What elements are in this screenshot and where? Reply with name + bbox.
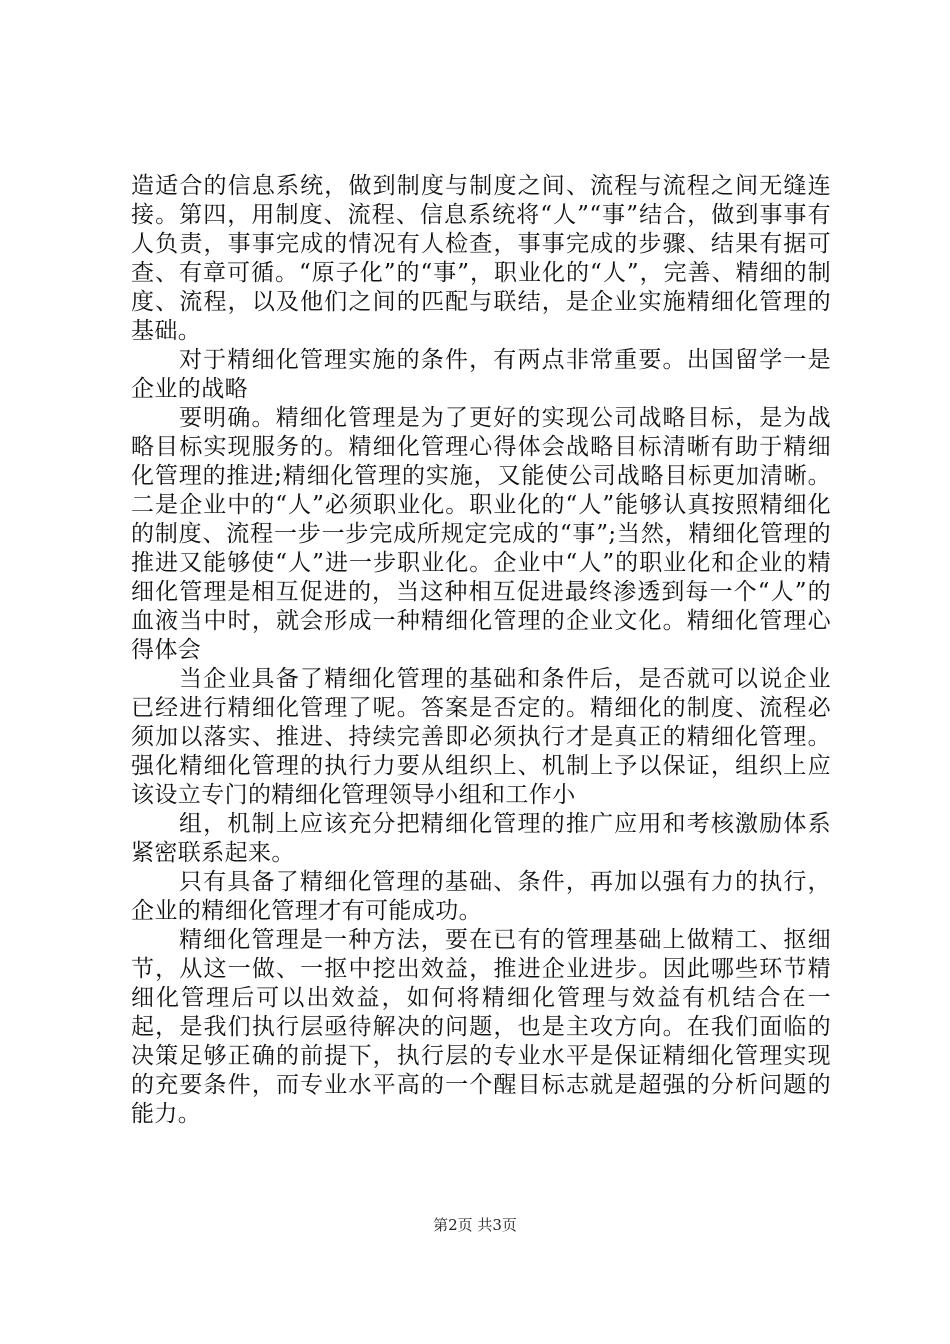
paragraph-5: 组，机制上应该充分把精细化管理的推广应用和考核激励体系紧密联系起来。 [131, 811, 831, 866]
paragraph-7: 精细化管理是一种方法，要在已有的管理基础上做精工、抠细节，从这一做、一抠中挖出效益，推进企业进步。因此哪些环节精细化管理后可以出效益，如何将精细化管理与效益有机结合在一起，是我们执行层亟待解决的问题，也是主攻方向。在我们面临的决策足够正确的前提下，执行层的专业水平是保证精细化管理实现的充要条件，而专业水平高的一个醒目标志就是超强的分析问题的能力。 [131, 927, 831, 1127]
paragraph-2: 对于精细化管理实施的条件，有两点非常重要。出国留学一是企业的战略 [131, 347, 831, 402]
paragraph-6: 只有具备了精细化管理的基础、条件，再加以强有力的执行，企业的精细化管理才有可能成功。 [131, 869, 831, 924]
paragraph-3: 要明确。精细化管理是为了更好的实现公司战略目标，是为战略目标实现服务的。精细化管理心得体会战略目标清晰有助于精细化管理的推进;精细化管理的实施，又能使公司战略目标更加清晰。二是企业中的“人”必须职业化。职业化的“人”能够认真按照精细化的制度、流程一步一步完成所规定完成的“事”;当然，精细化管理的推进又能够使“人”进一步职业化。企业中“人”的职业化和企业的精细化管理是相互促进的，当这种相互促进最终渗透到每一个“人”的血液当中时，就会形成一种精细化管理的企业文化。精细化管理心得体会 [131, 405, 831, 663]
paragraph-4: 当企业具备了精细化管理的基础和条件后，是否就可以说企业已经进行精细化管理了呢。答案是否定的。精细化的制度、流程必须加以落实、推进、持续完善即必须执行才是真正的精细化管理。强化精细化管理的执行力要从组织上、机制上予以保证，组织上应该设立专门的精细化管理领导小组和工作小 [131, 666, 831, 808]
paragraph-1: 造适合的信息系统，做到制度与制度之间、流程与流程之间无缝连接。第四，用制度、流程、信息系统将“人”“事”结合，做到事事有人负责，事事完成的情况有人检查，事事完成的步骤、结果有据可查、有章可循。“原子化”的“事”，职业化的“人”，完善、精细的制度、流程，以及他们之间的匹配与联结，是企业实施精细化管理的基础。 [131, 173, 831, 344]
document-body [131, 172, 831, 1129]
page-number-indicator: 第2页 共3页 [433, 1216, 517, 1234]
page-footer [0, 1215, 950, 1235]
